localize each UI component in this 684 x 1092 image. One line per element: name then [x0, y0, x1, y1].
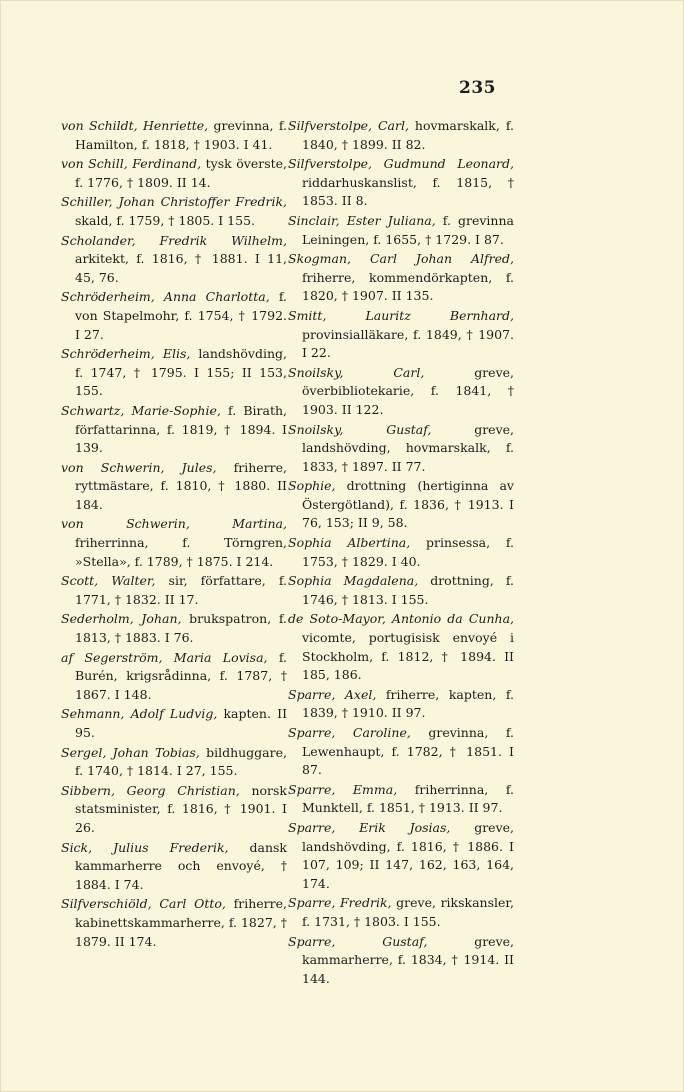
index-entry — [288, 250, 514, 306]
index-entry — [288, 894, 514, 931]
entry-name: Sparre, Fredrik, — [288, 895, 392, 911]
entry-details: sir, författare, f. 1771, † 1832. II 17. — [75, 573, 287, 607]
index-entry — [288, 933, 514, 989]
entry-details: friherrinna, f. Munktell, f. 1851, † 1913. II 97. — [302, 781, 514, 816]
entry-details: greve, landshövding, hovmarskalk, f. 1833, † 1897. II 77. — [302, 421, 514, 474]
entry-details: friherrinna, f. Törngren, »Stella», f. 1789, † 1875. I 214. — [75, 535, 287, 569]
entry-details: provinsialläkare, f. 1849, † 1907. I 22. — [302, 326, 514, 361]
entry-details: grevinna, f. Lewenhaupt, f. 1782, † 1851. I 87. — [302, 725, 514, 778]
entry-details: greve, rikskansler, f. 1731, † 1803. I 155. — [302, 895, 514, 929]
index-entry — [61, 572, 287, 609]
entry-name: Sparre, Erik Josias, — [288, 819, 451, 835]
entry-name: Sparre, Emma, — [288, 781, 398, 797]
entry-name: Sederholm, Johan, — [61, 611, 182, 627]
entry-name: Silfverschiöld, Carl Otto, — [61, 896, 226, 912]
entry-name: Snoilsky, Gustaf, — [288, 421, 432, 437]
index-entry — [61, 288, 287, 344]
page-number: 235 — [459, 78, 496, 98]
index-entry — [61, 515, 287, 571]
entry-details: hovmarskalk, f. 1840, † 1899. II 82. — [302, 118, 514, 152]
entry-details: f. Birath, författarinna, f. 1819, † 1894. I 139. — [75, 402, 288, 456]
entry-details: arkitekt, f. 1816, † 1881. I 11, 45, 76. — [75, 251, 287, 285]
entry-details: landshövding, f. 1747, † 1795. I 155; II 153, 155. — [75, 346, 287, 399]
index-entry — [288, 477, 514, 533]
entry-name: Schröderheim, Anna Charlotta, — [61, 289, 270, 305]
index-entry — [288, 117, 514, 154]
entry-details: tysk överste, f. 1776, † 1809. II 14. — [75, 156, 288, 190]
index-entry — [61, 610, 287, 647]
entry-details: greve, landshövding, f. 1816, † 1886. I 107, 109; II 147, 162, 163, 164, 174. — [302, 819, 515, 891]
entry-name: Sick, Julius Frederik, — [61, 839, 229, 855]
index-entry — [288, 781, 514, 818]
index-entry — [288, 819, 514, 893]
entry-name: Sparre, Caroline, — [288, 725, 411, 740]
entry-name: Sparre, Gustaf, — [288, 933, 428, 949]
entry-details: dansk kammarherre och envoyé, † 1884. I 74. — [75, 839, 288, 892]
index-entry — [61, 744, 287, 781]
index-entry — [288, 212, 514, 249]
index-entry — [288, 155, 514, 211]
entry-name: Skogman, Carl Johan Alfred, — [288, 251, 514, 267]
entry-details: greve, kammarherre, f. 1834, † 1914. II 144. — [302, 933, 514, 986]
index-entry — [288, 686, 514, 723]
entry-details: riddarhuskanslist, f. 1815, † 1853. II 8. — [302, 174, 514, 209]
index-entry — [288, 572, 514, 609]
entry-details: bildhuggare, f. 1740, † 1814. I 27, 155. — [75, 744, 287, 779]
entry-details: f. von Stapelmohr, f. 1754, † 1792. I 27. — [75, 289, 287, 342]
index-entry — [288, 307, 514, 363]
entry-details: friherre, kommendörkapten, f. 1820, † 1907. II 135. — [302, 269, 514, 304]
entry-name: Schwartz, Marie-Sophie, — [61, 402, 221, 418]
index-entry — [61, 232, 287, 288]
entry-details: prinsessa, f. 1753, † 1829. I 40. — [302, 535, 514, 569]
entry-details: grevinna, f. Hamilton, f. 1818, † 1903. I 41. — [75, 118, 287, 152]
index-entry — [61, 839, 287, 895]
entry-details: skald, f. 1759, † 1805. I 155. — [75, 212, 255, 228]
entry-name: Scott, Walter, — [61, 573, 156, 589]
index-entry — [61, 155, 287, 192]
entry-name: Sinclair, Ester Juliana, — [288, 212, 436, 228]
index-entry — [61, 402, 287, 458]
index-entry — [61, 782, 287, 838]
entry-details: brukspatron, f. 1813, † 1883. I 76. — [75, 611, 288, 646]
entry-name: Smitt, Lauritz Bernhard, — [288, 307, 514, 323]
entry-details: friherre, kapten, f. 1839, † 1910. II 97. — [302, 686, 514, 721]
index-entry — [61, 345, 287, 401]
index-entry — [61, 649, 287, 705]
entry-name: Sehmann, Adolf Ludvig, — [61, 706, 218, 722]
entry-name: Sergel, Johan Tobias, — [61, 744, 200, 760]
entry-name: von Schwerin, Jules, — [61, 459, 217, 475]
index-entry — [61, 117, 287, 154]
entry-details: drottning (hertiginna av Östergötland), f. 1836, † 1913. I 76, 153; II 9, 58. — [302, 478, 514, 531]
index-column-right — [288, 117, 514, 989]
index-entry — [288, 534, 514, 571]
entry-details: kapten. II 95. — [75, 706, 288, 740]
entry-name: Silfverstolpe, Carl, — [288, 118, 409, 133]
entry-name: von Schildt, Henriette, — [61, 118, 209, 133]
entry-details: norsk statsminister, f. 1816, † 1901. I 26. — [75, 782, 288, 835]
entry-name: de Soto-Mayor, Antonio da Cunha, — [288, 611, 514, 627]
entry-name: af Segerström, Maria Lovisa, — [61, 649, 268, 665]
entry-details: f. Burén, krigsrådinna, f. 1787, † 1867. I 148. — [75, 649, 287, 702]
entry-details: friherre, ryttmästare, f. 1810, † 1880. II 184. — [75, 459, 287, 512]
entry-name: Scholander, Fredrik Wilhelm, — [61, 232, 287, 248]
entry-name: Snoilsky, Carl, — [288, 364, 425, 380]
entry-name: Sophie, — [288, 478, 336, 494]
index-entry — [61, 705, 287, 742]
entry-name: Schröderheim, Elis, — [61, 346, 191, 362]
entry-details: f. grevinna Leiningen, f. 1655, † 1729. I 87. — [302, 212, 514, 247]
entry-name: Sophia Magdalena, — [288, 573, 419, 589]
index-entry — [61, 193, 287, 230]
entry-details: vicomte, portugisisk envoyé i Stockholm, f. 1812, † 1894. II 185, 186. — [302, 630, 514, 683]
index-entry — [288, 610, 514, 684]
entry-name: von Schill, Ferdinand, — [61, 156, 202, 172]
entry-name: von Schwerin, Martina, — [61, 516, 287, 532]
entry-name: Sibbern, Georg Christian, — [61, 782, 240, 798]
entry-details: drottning, f. 1746, † 1813. I 155. — [302, 573, 514, 607]
entry-name: Sparre, Axel, — [288, 686, 377, 702]
index-entry — [61, 459, 287, 515]
index-column-left — [61, 117, 287, 952]
entry-name: Sophia Albertina, — [288, 535, 411, 551]
index-entry — [288, 724, 514, 780]
index-entry — [288, 421, 514, 477]
index-entry — [61, 895, 287, 951]
entry-details: friherre, kabinettskammarherre, f. 1827, † 1879. II 174. — [75, 896, 287, 949]
entry-name: Schiller, Johan Christoffer Fredrik, — [61, 194, 287, 210]
entry-details: greve, överbibliotekarie, f. 1841, † 1903. II 122. — [302, 364, 514, 417]
entry-name: Silfverstolpe, Gudmund Leonard, — [288, 156, 514, 172]
index-entry — [288, 364, 514, 420]
